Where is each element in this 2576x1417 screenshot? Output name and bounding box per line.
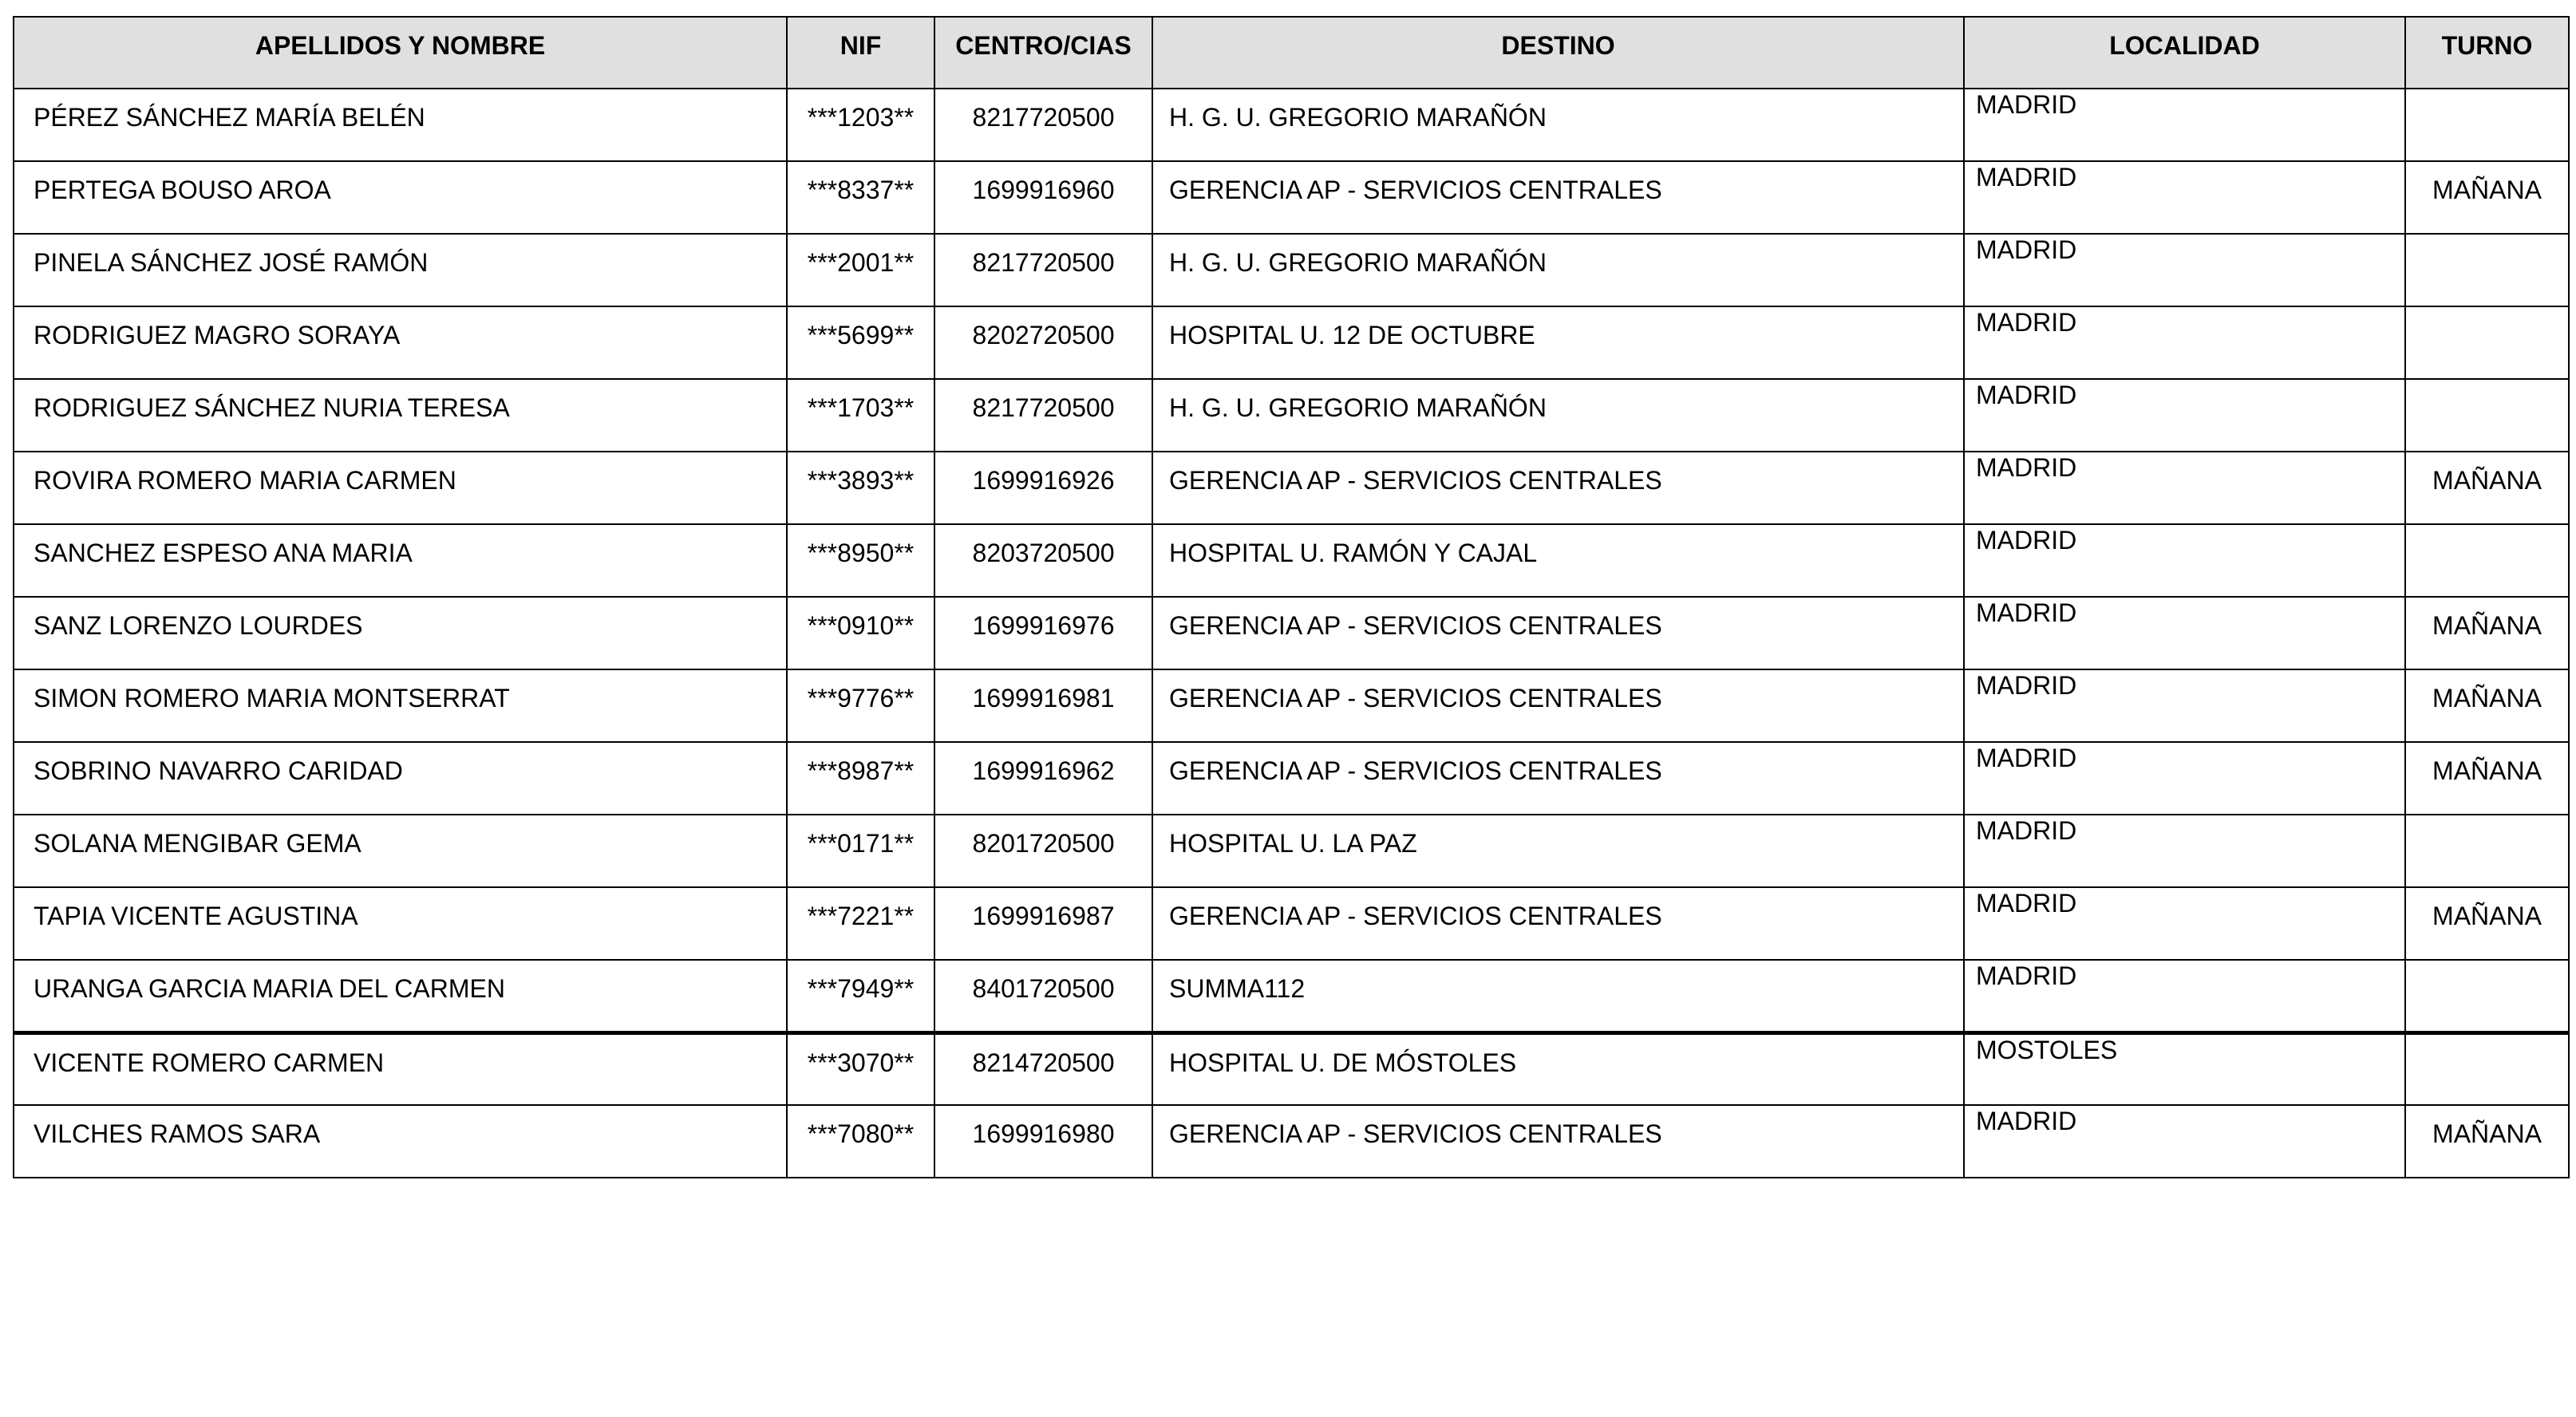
cell-apellidos-nombre: VILCHES RAMOS SARA — [14, 1105, 787, 1178]
cell-centro-cias: 8217720500 — [934, 234, 1152, 306]
cell-apellidos-nombre: RODRIGUEZ MAGRO SORAYA — [14, 306, 787, 379]
table-body — [14, 89, 2569, 1178]
cell-nif: ***2001** — [787, 234, 934, 306]
header-nif: NIF — [787, 17, 934, 89]
cell-turno — [2405, 379, 2569, 452]
cell-destino: H. G. U. GREGORIO MARAÑÓN — [1152, 89, 1964, 161]
cell-centro-cias: 8217720500 — [934, 89, 1152, 161]
cell-destino: HOSPITAL U. 12 DE OCTUBRE — [1152, 306, 1964, 379]
cell-centro-cias: 1699916960 — [934, 161, 1152, 234]
table-row — [14, 597, 2569, 669]
cell-turno: MAÑANA — [2405, 887, 2569, 960]
cell-turno — [2405, 89, 2569, 161]
cell-centro-cias: 1699916981 — [934, 669, 1152, 742]
table-row — [14, 1032, 2569, 1105]
header-localidad: LOCALIDAD — [1964, 17, 2405, 89]
cell-localidad: MADRID — [1964, 742, 2405, 815]
cell-destino: H. G. U. GREGORIO MARAÑÓN — [1152, 379, 1964, 452]
cell-turno — [2405, 815, 2569, 887]
cell-nif: ***1703** — [787, 379, 934, 452]
cell-centro-cias: 8217720500 — [934, 379, 1152, 452]
cell-nif: ***8987** — [787, 742, 934, 815]
cell-destino: SUMMA112 — [1152, 960, 1964, 1032]
cell-turno: MAÑANA — [2405, 669, 2569, 742]
cell-localidad: MADRID — [1964, 452, 2405, 524]
cell-apellidos-nombre: TAPIA VICENTE AGUSTINA — [14, 887, 787, 960]
cell-turno: MAÑANA — [2405, 597, 2569, 669]
cell-nif: ***7221** — [787, 887, 934, 960]
cell-nif: ***7949** — [787, 960, 934, 1032]
table-row — [14, 379, 2569, 452]
cell-centro-cias: 8201720500 — [934, 815, 1152, 887]
table-row — [14, 742, 2569, 815]
cell-turno: MAÑANA — [2405, 1105, 2569, 1178]
cell-centro-cias: 8203720500 — [934, 524, 1152, 597]
cell-turno: MAÑANA — [2405, 161, 2569, 234]
cell-nif: ***5699** — [787, 306, 934, 379]
table-header-row — [14, 17, 2569, 89]
cell-localidad: MADRID — [1964, 234, 2405, 306]
cell-localidad: MADRID — [1964, 89, 2405, 161]
cell-destino: GERENCIA AP - SERVICIOS CENTRALES — [1152, 742, 1964, 815]
cell-localidad: MADRID — [1964, 887, 2405, 960]
cell-turno: MAÑANA — [2405, 452, 2569, 524]
table-row — [14, 1105, 2569, 1178]
cell-destino: HOSPITAL U. LA PAZ — [1152, 815, 1964, 887]
cell-destino: HOSPITAL U. RAMÓN Y CAJAL — [1152, 524, 1964, 597]
table-row — [14, 669, 2569, 742]
cell-apellidos-nombre: SIMON ROMERO MARIA MONTSERRAT — [14, 669, 787, 742]
cell-localidad: MADRID — [1964, 960, 2405, 1032]
cell-localidad: MADRID — [1964, 815, 2405, 887]
cell-localidad: MADRID — [1964, 379, 2405, 452]
cell-localidad: MADRID — [1964, 1105, 2405, 1178]
cell-destino: HOSPITAL U. DE MÓSTOLES — [1152, 1032, 1964, 1105]
cell-centro-cias: 1699916987 — [934, 887, 1152, 960]
cell-nif: ***1203** — [787, 89, 934, 161]
cell-apellidos-nombre: SANZ LORENZO LOURDES — [14, 597, 787, 669]
cell-centro-cias: 8202720500 — [934, 306, 1152, 379]
cell-destino: GERENCIA AP - SERVICIOS CENTRALES — [1152, 452, 1964, 524]
table-row — [14, 161, 2569, 234]
cell-nif: ***0910** — [787, 597, 934, 669]
cell-destino: GERENCIA AP - SERVICIOS CENTRALES — [1152, 597, 1964, 669]
cell-apellidos-nombre: RODRIGUEZ SÁNCHEZ NURIA TERESA — [14, 379, 787, 452]
cell-apellidos-nombre: PINELA SÁNCHEZ JOSÉ RAMÓN — [14, 234, 787, 306]
cell-turno: MAÑANA — [2405, 742, 2569, 815]
table-row — [14, 815, 2569, 887]
cell-centro-cias: 1699916976 — [934, 597, 1152, 669]
cell-destino: GERENCIA AP - SERVICIOS CENTRALES — [1152, 669, 1964, 742]
cell-localidad: MADRID — [1964, 306, 2405, 379]
table-row — [14, 960, 2569, 1032]
table-row — [14, 524, 2569, 597]
header-turno: TURNO — [2405, 17, 2569, 89]
cell-nif: ***7080** — [787, 1105, 934, 1178]
cell-centro-cias: 8401720500 — [934, 960, 1152, 1032]
cell-apellidos-nombre: PÉREZ SÁNCHEZ MARÍA BELÉN — [14, 89, 787, 161]
cell-apellidos-nombre: SOBRINO NAVARRO CARIDAD — [14, 742, 787, 815]
table-row — [14, 887, 2569, 960]
cell-turno — [2405, 1032, 2569, 1105]
table-row — [14, 452, 2569, 524]
cell-nif: ***0171** — [787, 815, 934, 887]
cell-nif: ***8950** — [787, 524, 934, 597]
cell-centro-cias: 1699916980 — [934, 1105, 1152, 1178]
cell-apellidos-nombre: VICENTE ROMERO CARMEN — [14, 1032, 787, 1105]
cell-localidad: MOSTOLES — [1964, 1032, 2405, 1105]
cell-destino: GERENCIA AP - SERVICIOS CENTRALES — [1152, 1105, 1964, 1178]
table-row — [14, 306, 2569, 379]
cell-centro-cias: 1699916962 — [934, 742, 1152, 815]
staff-assignment-table — [13, 16, 2570, 1178]
cell-destino: GERENCIA AP - SERVICIOS CENTRALES — [1152, 161, 1964, 234]
header-apellidos-nombre: APELLIDOS Y NOMBRE — [14, 17, 787, 89]
cell-nif: ***8337** — [787, 161, 934, 234]
cell-apellidos-nombre: URANGA GARCIA MARIA DEL CARMEN — [14, 960, 787, 1032]
cell-localidad: MADRID — [1964, 669, 2405, 742]
cell-destino: H. G. U. GREGORIO MARAÑÓN — [1152, 234, 1964, 306]
cell-apellidos-nombre: SOLANA MENGIBAR GEMA — [14, 815, 787, 887]
cell-turno — [2405, 234, 2569, 306]
cell-nif: ***3893** — [787, 452, 934, 524]
cell-centro-cias: 1699916926 — [934, 452, 1152, 524]
cell-centro-cias: 8214720500 — [934, 1032, 1152, 1105]
table-row — [14, 89, 2569, 161]
cell-localidad: MADRID — [1964, 597, 2405, 669]
cell-turno — [2405, 306, 2569, 379]
cell-apellidos-nombre: SANCHEZ ESPESO ANA MARIA — [14, 524, 787, 597]
cell-localidad: MADRID — [1964, 524, 2405, 597]
header-centro-cias: CENTRO/CIAS — [934, 17, 1152, 89]
cell-turno — [2405, 524, 2569, 597]
table-row — [14, 234, 2569, 306]
cell-turno — [2405, 960, 2569, 1032]
cell-localidad: MADRID — [1964, 161, 2405, 234]
cell-nif: ***9776** — [787, 669, 934, 742]
cell-apellidos-nombre: ROVIRA ROMERO MARIA CARMEN — [14, 452, 787, 524]
header-destino: DESTINO — [1152, 17, 1964, 89]
cell-apellidos-nombre: PERTEGA BOUSO AROA — [14, 161, 787, 234]
cell-destino: GERENCIA AP - SERVICIOS CENTRALES — [1152, 887, 1964, 960]
cell-nif: ***3070** — [787, 1032, 934, 1105]
